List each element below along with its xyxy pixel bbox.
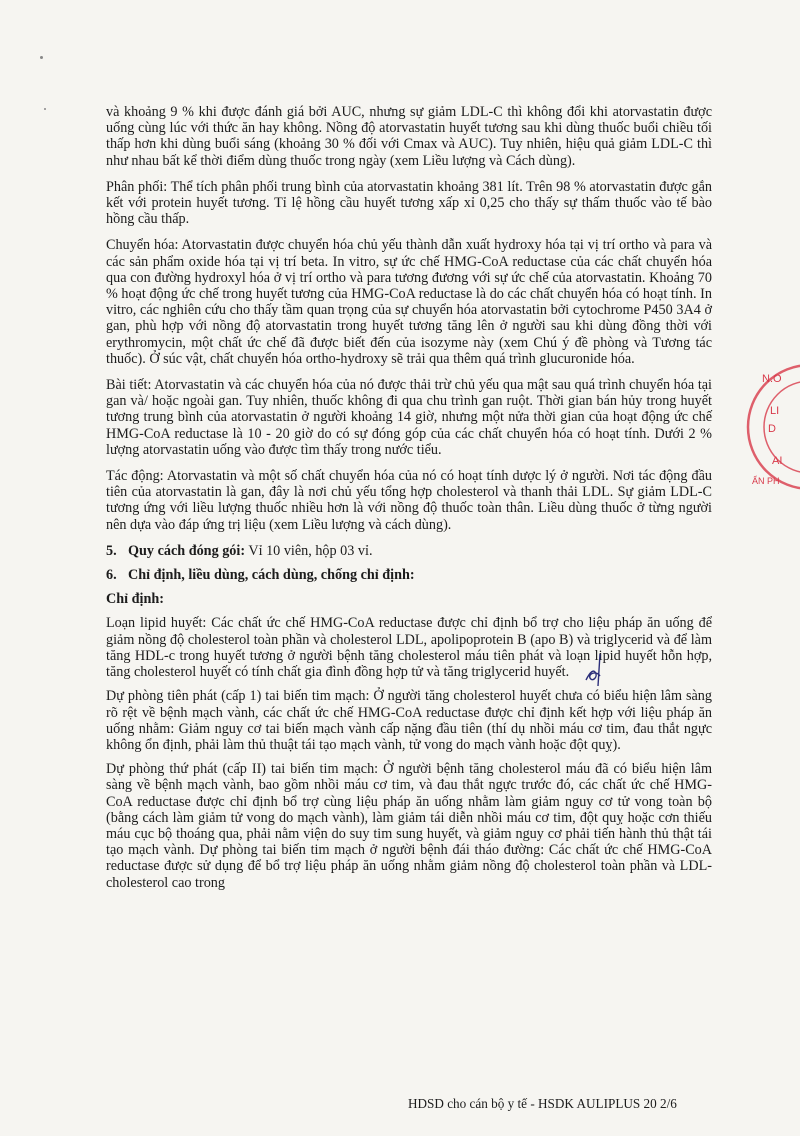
- red-stamp-seal-icon: [740, 352, 800, 502]
- scan-speck: [44, 108, 46, 110]
- excretion-paragraph: Bài tiết: Atorvastatin và các chuyển hóa của nó được thải trừ chủ yếu qua mật sau quá trình chuyển hóa tại gan và/ hoặc ngoài gan. Tuy nhiên, thuốc không đi qua chu trình gan ruột. Thời gian bán hủy trong huyết tương trung bình của atorvastatin ở người khoảng 14 giờ, nhưng một nửa thời gian của hoạt động ức chế HMG-CoA reductase là 10 - 20 giờ do có sự đóng góp của các chất chuyển hóa có hoạt tính. Dưới 2 % lượng atorvastatin uống vào được tìm thấy trong nước tiểu.: [106, 377, 712, 458]
- lipid-paragraph: Loạn lipid huyết: Các chất ức chế HMG-CoA reductase được chỉ định bổ trợ cho liệu pháp ăn uống để giảm nồng độ cholesterol toàn phần và cholesterol LDL, apolipoprotein B (apo B) và triglycerid và để làm tăng HDL-c trong huyết tương ở người bệnh tăng cholesterol máu tiên phát và loạn lipid huyết hỗn hợp, tăng cholesterol huyết có tính chất gia đình đồng hợp tử và tăng triglycerid huyết.: [106, 615, 712, 681]
- svg-text:N.O: N.O: [762, 373, 782, 385]
- svg-text:ẨN PH: ẨN PH: [752, 476, 780, 486]
- absorption-paragraph: và khoảng 9 % khi được đánh giá bởi AUC, nhưng sự giảm LDL-C thì không đổi khi atorvastatin được uống cùng lúc với thức ăn hay không. Nồng độ atorvastatin huyết tương sau khi dùng thuốc buổi chiều tối thấp hơn khi dùng buổi sáng (khoảng 30 % đối với Cmax và AUC). Tuy nhiên, hiệu quả giảm LDL-C thì như nhau bất kể thời điểm dùng thuốc trong ngày (xem Liều lượng và Cách dùng).: [106, 104, 712, 169]
- section-number: 5.: [106, 542, 117, 559]
- section-6-heading: [106, 567, 712, 583]
- metabolism-paragraph: Chuyển hóa: Atorvastatin được chuyển hóa chủ yếu thành dẫn xuất hydroxy hóa tại vị trí ortho và para và các sản phẩm oxide hóa tại vị trí beta. In vitro, sự ức chế HMG-CoA reductase của các chất chuyển hóa qua con đường hydroxyl hóa ở vị trí ortho và para tương đương với sự ức chế của atorvastatin. Khoảng 70 % hoạt động ức chế trong huyết tương của HMG-CoA reductase là do các chất chuyển hóa có hoạt tính. In vitro, các nghiên cứu cho thấy tầm quan trọng của sự chuyển hóa atorvastatin bởi cytochrome P450 3A4 ở gan, phù hợp với nồng độ atorvastatin trong huyết tương tăng lên ở người sau khi dùng đồng thời với erythromycin, một chất ức chế đã được biết đến của isozyme này (xem Chú ý đề phòng và Tương tác thuốc). Ở súc vật, chất chuyển hóa ortho-hydroxy sẽ trải qua thêm quá trình glucuronide hóa.: [106, 237, 712, 367]
- svg-text:D: D: [768, 423, 776, 435]
- indications-heading: Chỉ định:: [106, 591, 164, 608]
- primary-prevention-paragraph: Dự phòng tiên phát (cấp 1) tai biến tim mạch: Ở người tăng cholesterol huyết chưa có biểu hiện lâm sàng rõ rệt về bệnh mạch vành, các chất ức chế HMG-CoA reductase được chỉ định kết hợp với liệu pháp ăn uống nhằm: Giảm nguy cơ tai biến mạch vành cấp nặng đầu tiên (thí dụ nhồi máu cơ tim, đau thắt ngực không ổn định, phải làm thủ thuật tái tạo mạch vành, tử vong do mạch vành hoặc đột quỵ).: [106, 688, 712, 753]
- section-title: Quy cách đóng gói:: [128, 542, 246, 559]
- secondary-prevention-paragraph: Dự phòng thứ phát (cấp II) tai biến tim mạch: Ở người bệnh tăng cholesterol máu đã có biểu hiện lâm sàng về bệnh mạch vành, bao gồm nhồi máu cơ tim, và đau thắt ngực trước đó, các chất ức chế HMG-CoA reductase được chỉ định bổ trợ cùng liệu pháp ăn uống nhằm làm giảm nguy cơ tử vong toàn bộ (bằng cách làm giảm tử vong do mạch vành), làm giảm tái diễn nhồi máu cơ tim, đột quỵ hoặc cơn thiếu máu cục bộ thoáng qua, phải nằm viện do suy tim sung huyết, và giảm nguy cơ phải tiến hành thủ thật tái tạo mạch vành. Dự phòng tai biến tim mạch ở người bệnh đái tháo đường: Các chất ức chế HMG-CoA reductase được sử dụng để bổ trợ liệu pháp ăn uống nhằm giảm nồng độ cholesterol toàn phần và LDL-cholesterol cao trong: [106, 761, 712, 891]
- section-5-heading: [106, 543, 712, 559]
- scan-speck: [40, 56, 43, 59]
- document-body: [106, 104, 712, 899]
- section-title: Chỉ định, liều dùng, cách dùng, chống chỉ định:: [128, 567, 415, 584]
- distribution-paragraph: Phân phối: Thể tích phân phối trung bình của atorvastatin khoảng 381 lít. Trên 98 % atorvastatin được gắn kết với protein huyết tương. Tỉ lệ hồng cầu huyết tương xấp xỉ 0,25 cho thấy sự thấm thuốc vào tế bào hồng cầu thấp.: [106, 178, 712, 228]
- svg-text:LI: LI: [770, 405, 780, 417]
- svg-text:AI: AI: [772, 455, 783, 467]
- action-paragraph: Tác động: Atorvastatin và một số chất chuyển hóa của nó có hoạt tính dược lý ở người. Nơi tác động đầu tiên của atorvastatin là gan, đây là nơi chủ yếu tổng hợp cholesterol và thanh thải LDL. Sự giảm LDL-C tương ứng với liều lượng thuốc nhiều hơn là với nồng độ thuốc toàn thân. Liều dùng thuốc ở từng người nên dựa vào đáp ứng trị liệu (xem Liều lượng và cách dùng).: [106, 468, 712, 533]
- handwritten-signature-icon: [582, 650, 612, 690]
- packaging-value: Vỉ 10 viên, hộp 03 vỉ.: [245, 542, 373, 559]
- section-number: 6.: [106, 567, 117, 584]
- page-footer: HDSD cho cán bộ y tế - HSDK AULIPLUS 20 2/6: [408, 1096, 677, 1111]
